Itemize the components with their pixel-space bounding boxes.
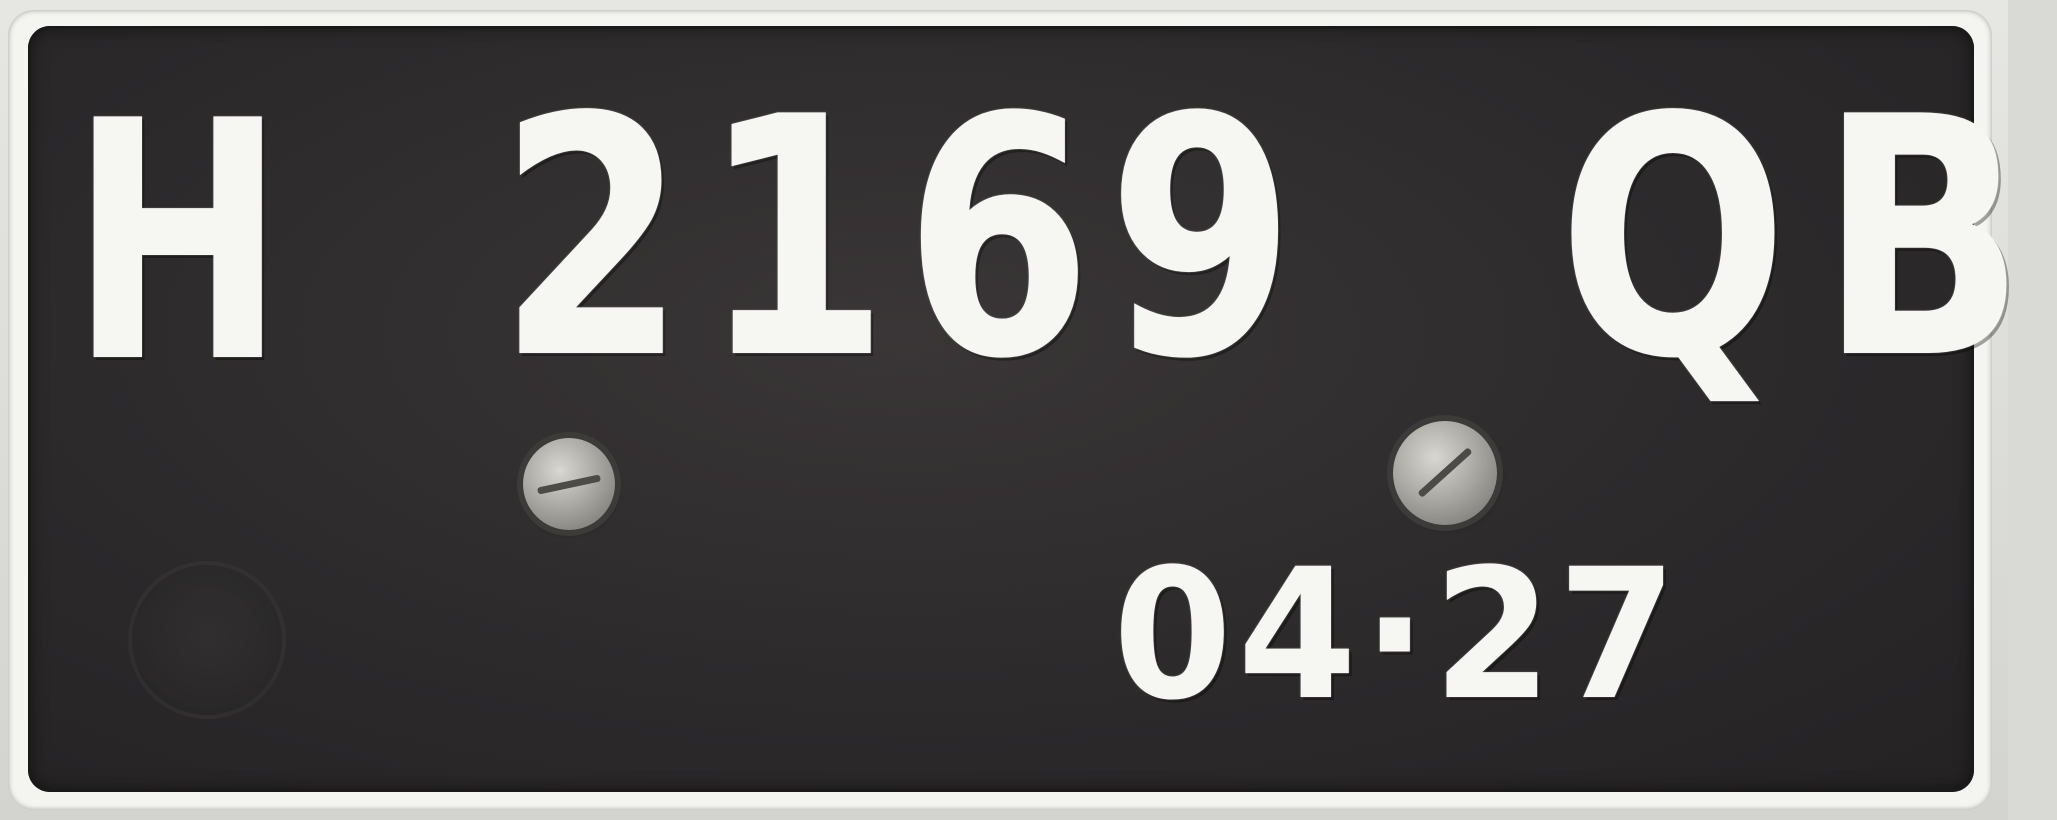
plate-region-code: H <box>70 51 286 435</box>
left-bolt-icon <box>523 438 615 530</box>
plate-number: 2169 <box>498 47 1311 431</box>
plate-suffix: QB <box>1558 47 2057 431</box>
embossed-emblem-icon <box>128 561 286 719</box>
right-bolt-icon <box>1393 421 1497 525</box>
license-plate <box>28 26 2057 792</box>
plate-expiry-date: 04·27 <box>1113 531 1683 740</box>
